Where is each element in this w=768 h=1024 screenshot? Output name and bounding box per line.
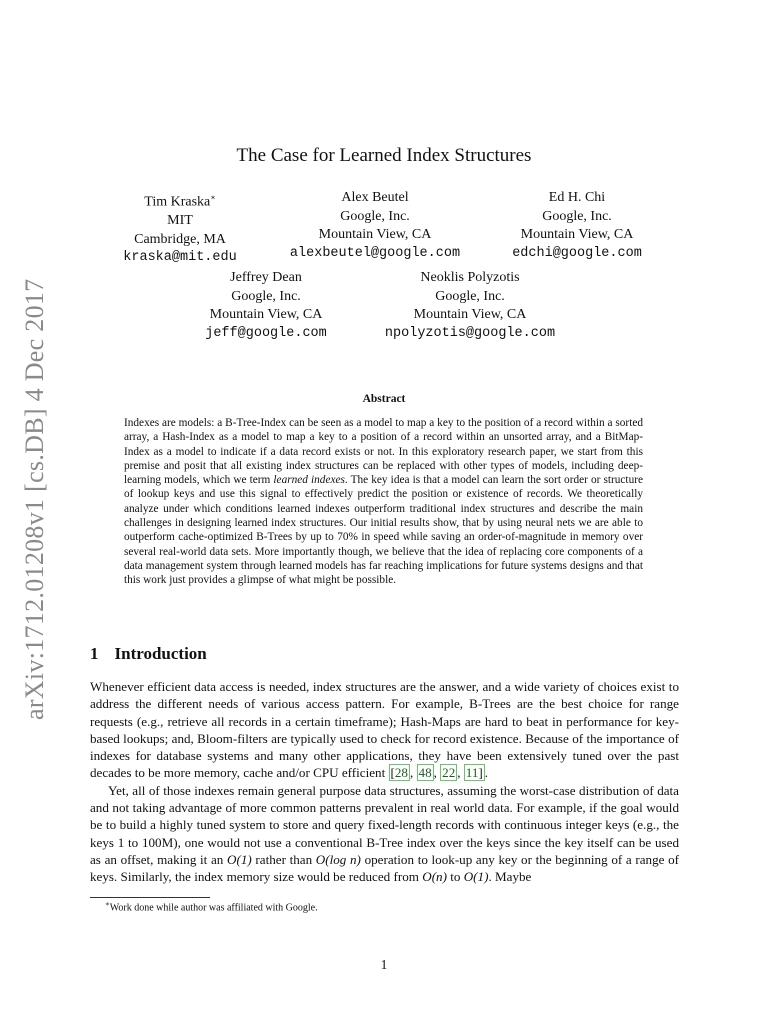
author-name: Neoklis Polyzotis	[420, 270, 520, 285]
math-expression: O(n)	[422, 869, 447, 885]
author-location: Mountain View, CA	[413, 307, 527, 322]
section-title: Introduction	[114, 644, 207, 663]
abstract-heading: Abstract	[362, 393, 406, 405]
author-block-polyzotis	[370, 269, 570, 343]
author-email[interactable]: jeff@google.com	[205, 325, 327, 341]
math-expression: O(log n)	[315, 851, 361, 867]
paragraph: Yet, all of those indexes remain general purpose data structures, assuming the worst-case distribution of data and not taking advantage of more common patterns prevalent in real world data. For example, if the goal would be to build a highly tuned system to store and query fixed-length records with continuous integer keys (e.g., the keys 1 to 100M), one would not use a conventional B-Tree index over the keys since the key itself can be used as an offset, making it an O(1) rather than O(log n) operation to look-up any key or the beginning of a range of keys. Similarly, the index memory size would be reduced from O(n) to O(1). Maybe	[90, 782, 679, 885]
arxiv-identifier: arXiv:1712.01208v1 [cs.DB] 4 Dec 2017	[20, 278, 49, 720]
author-name: Alex Beutel	[341, 190, 409, 205]
citation-link[interactable]: 22	[442, 765, 456, 781]
paper-title: The Case for Learned Index Structures	[236, 145, 532, 166]
author-location: Cambridge, MA	[134, 231, 226, 247]
author-name: Tim Kraska∗	[144, 193, 216, 210]
math-expression: O(1)	[463, 869, 489, 885]
author-block-beutel	[265, 189, 485, 263]
author-affiliation: Google, Inc.	[542, 208, 612, 224]
section-heading	[90, 644, 207, 664]
section-number: 1	[90, 644, 99, 663]
footnote-divider	[90, 897, 210, 898]
paragraph: Whenever efficient data access is needed, index structures are the answer, and a wide variety of choices exist to address the different needs of various access pattern. For example, B-Trees are the best choice for range requests (e.g., retrieve all records in a certain timeframe); Hash-Maps are hard to beat in performance for key-based lookups; and, Bloom-filters are typically used to check for record existence. Because of the importance of indexes for database systems and many other applications, they have been extensively tuned over the past decades to be more memory, cache and/or CPU efficient [28 , 48 , 22 , 11] .	[90, 679, 679, 781]
author-affiliation: Google, Inc.	[435, 288, 505, 304]
citation-link[interactable]: [28	[390, 765, 408, 781]
author-affiliation: Google, Inc.	[231, 288, 301, 304]
page-number: 1	[380, 957, 388, 972]
author-affiliation: Google, Inc.	[340, 208, 410, 224]
author-location: Mountain View, CA	[520, 227, 634, 242]
author-location: Mountain View, CA	[318, 227, 432, 242]
math-expression: O(1)	[227, 851, 252, 867]
author-block-chi	[497, 189, 657, 263]
author-email[interactable]: alexbeutel@google.com	[289, 245, 461, 261]
footnote: ∗Work done while author was affiliated with Google.	[105, 900, 318, 914]
introduction-body	[90, 678, 679, 886]
citation-link[interactable]: 11]	[465, 765, 483, 781]
author-email[interactable]: kraska@mit.edu	[123, 250, 237, 266]
author-name: Ed H. Chi	[548, 190, 606, 205]
author-location: Mountain View, CA	[209, 307, 323, 322]
author-email[interactable]: npolyzotis@google.com	[384, 325, 556, 341]
author-block-dean	[186, 269, 346, 343]
citation-link[interactable]: 48	[418, 765, 432, 781]
author-block-kraska	[95, 189, 265, 268]
abstract-text: Indexes are models: a B-Tree-Index can be seen as a model to map a key to the position of a record within a sorted array, a Hash-Index as a model to map a key to a position of a record within an unsorted array, and a BitMap-Index as a model to indicate if a data record exists or not. In this exploratory research paper, we start from this premise and posit that all existing index structures can be replaced with other types of models, including deep-learning models, which we term learned indexes. The key idea is that a model can learn the sort order or structure of lookup keys and use this signal to effectively predict the position or existence of records. We theoretically analyze under which conditions learned indexes outperform traditional index structures and describe the main challenges in designing learned index structures. Our initial results show, that by using neural nets we are able to outperform cache-optimized B-Trees by up to 70% in speed while saving an order-of-magnitude in memory over several real-world data sets. More importantly though, we believe that the idea of replacing core components of a data management system through learned models has far reaching implications for future systems designs and that this work just provides a glimpse of what might be possible.	[124, 417, 644, 587]
author-email[interactable]: edchi@google.com	[512, 245, 642, 261]
author-name: Jeffrey Dean	[230, 270, 302, 285]
author-affiliation: MIT	[167, 213, 193, 229]
